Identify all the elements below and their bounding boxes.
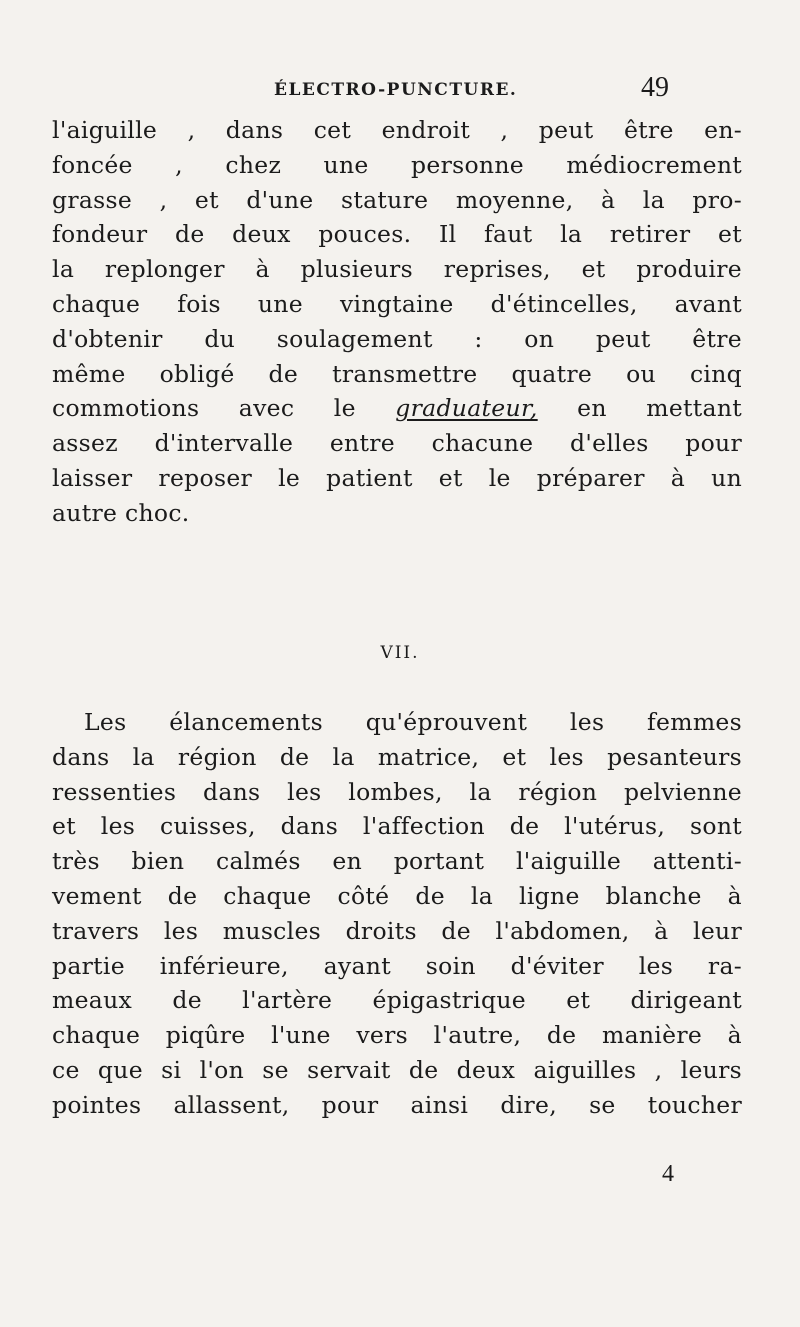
running-title: ÉLECTRO-PUNCTURE.: [274, 80, 518, 100]
text-line: partie inférieure, ayant soin d'éviter les ra-: [52, 951, 742, 980]
text-line: grasse , et d'une stature moyenne, à la pro-: [52, 185, 742, 214]
text-line: pointes allassent, pour ainsi dire, se toucher: [52, 1090, 742, 1119]
text-line: même obligé de transmettre quatre ou cinq: [52, 359, 742, 388]
page-number: 49: [641, 72, 669, 103]
text-line: Les élancements qu'éprouvent les femmes: [84, 708, 742, 736]
text-line: travers les muscles droits de l'abdomen, à leur: [52, 916, 742, 945]
text-line: l'aiguille , dans cet endroit , peut être en-: [52, 116, 742, 144]
italic-term-graduateur: graduateur,: [395, 394, 538, 423]
text-line: fondeur de deux pouces. Il faut la retirer et: [52, 220, 742, 249]
text-line-with-italic: [52, 391, 742, 426]
text-line: dans la région de la matrice, et les pesanteurs: [52, 742, 742, 771]
text-line: laisser reposer le patient et le préparer à un: [52, 463, 742, 492]
text-line: ressenties dans les lombes, la région pelvienne: [52, 777, 742, 806]
text-line: chaque piqûre l'une vers l'autre, de manière à: [52, 1021, 742, 1050]
text-line: autre choc.: [52, 498, 190, 527]
text-line: d'obtenir du soulagement : on peut être: [52, 324, 742, 353]
section-number: VII.: [380, 643, 420, 663]
text-fragment: en mettant: [537, 394, 742, 423]
text-line: meaux de l'artère épigastrique et dirigeant: [52, 986, 742, 1015]
text-fragment: commotions avec le: [52, 394, 396, 423]
text-line: la replonger à plusieurs reprises, et produire: [52, 255, 742, 284]
paragraph-2: [52, 705, 742, 1123]
text-line: vement de chaque côté de la ligne blanche à: [52, 881, 742, 910]
signature-mark: 4: [662, 1161, 674, 1187]
text-line: chaque fois une vingtaine d'étincelles, avant: [52, 289, 742, 318]
paragraph-1: [52, 113, 742, 531]
text-line: et les cuisses, dans l'affection de l'utérus, sont: [52, 812, 742, 841]
text-line: foncée , chez une personne médiocrement: [52, 150, 742, 179]
text-line: ce que si l'on se servait de deux aiguilles , leurs: [52, 1055, 742, 1084]
text-line: très bien calmés en portant l'aiguille attenti-: [52, 847, 742, 876]
text-line: assez d'intervalle entre chacune d'elles pour: [52, 429, 742, 458]
